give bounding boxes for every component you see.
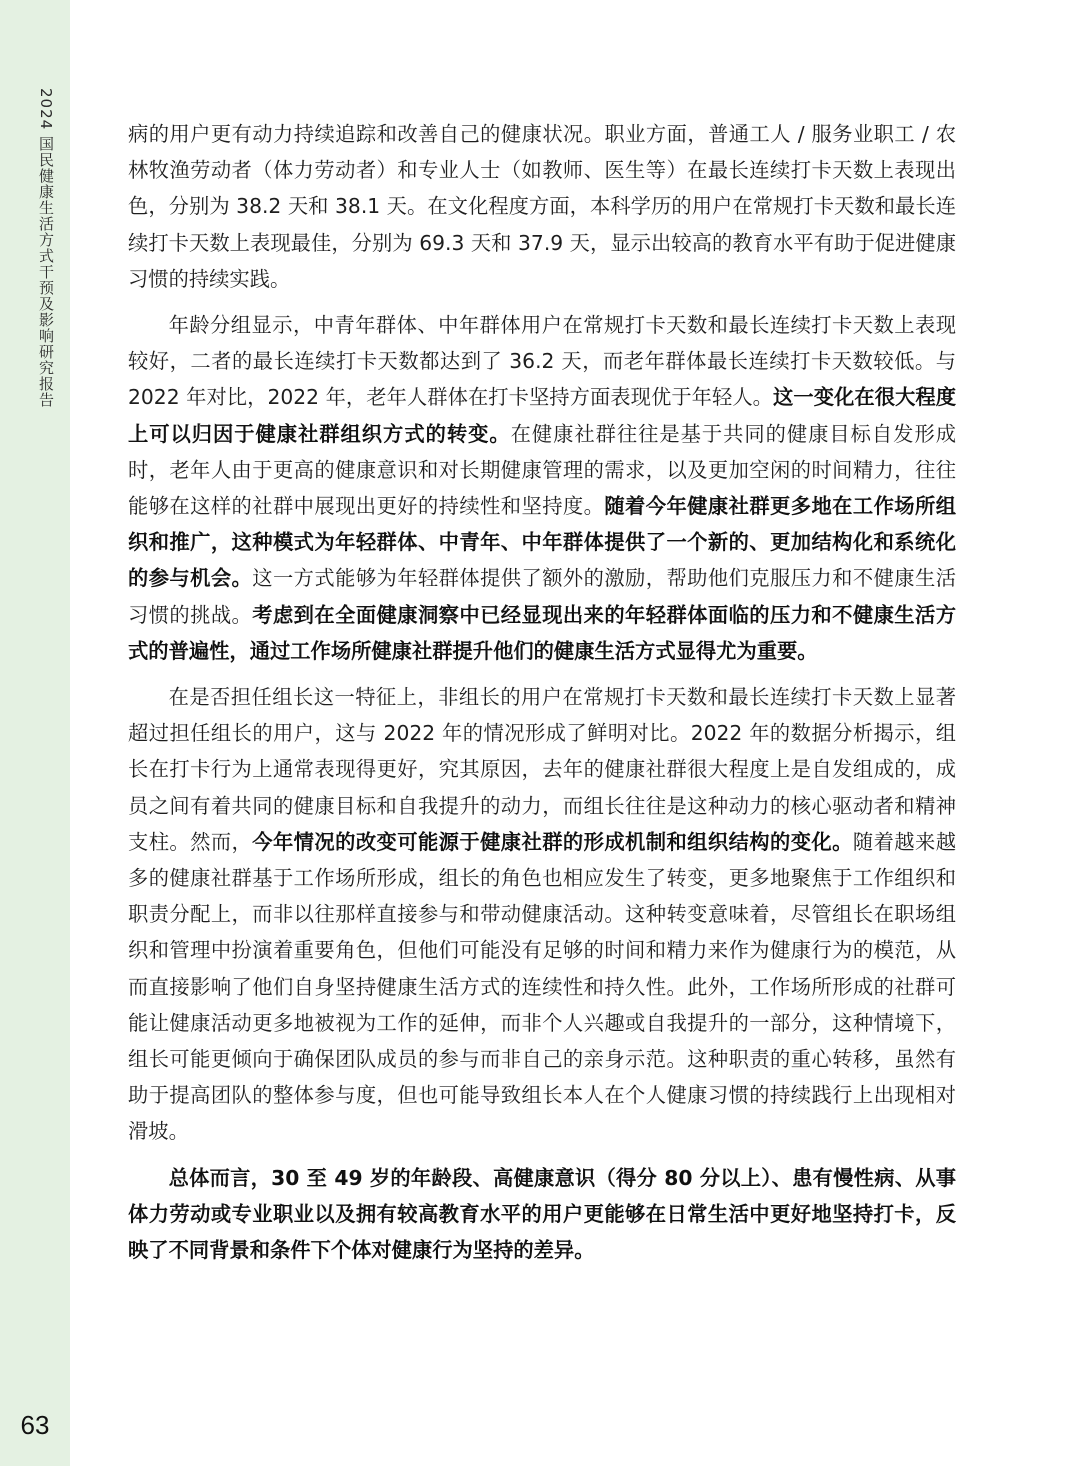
bold-text-run: 随着今年健康社群更多地在工作场所组织和推广，这种模式为年轻群体、中青年、中年群体提供了一个新的、更加结构化和系统化的参与机会。 xyxy=(128,494,956,591)
paragraph xyxy=(128,116,956,297)
text-run: 这一方式能够为年轻群体提供了额外的激励，帮助他们克服压力和不健康生活习惯的挑战。 xyxy=(128,566,956,627)
body-text xyxy=(128,116,956,1278)
bold-text-run: 这一变化在很大程度上可以归因于健康社群组织方式的转变。 xyxy=(128,385,956,446)
bold-text-run: 总体而言，30 至 49 岁的年龄段、高健康意识（得分 80 分以上）、患有慢性病、从事体力劳动或专业职业以及拥有较高教育水平的用户更能够在日常生活中更好地坚持打卡，反映了不同背景和条件下个体对健康行为坚持的差异。 xyxy=(128,1165,956,1263)
paragraph xyxy=(128,679,956,1150)
paragraph xyxy=(128,307,956,669)
text-run: 随着越来越多的健康社群基于工作场所形成，组长的角色也相应发生了转变，更多地聚焦于工作组织和职责分配上，而非以往那样直接参与和带动健康活动。这种转变意味着，尽管组长在职场组织和管理中扮演着重要角色，但他们可能没有足够的时间和精力来作为健康行为的模范，从而直接影响了他们自身坚持健康生活方式的连续性和持久性。此外，工作场所形成的社群可能让健康活动更多地被视为工作的延伸，而非个人兴趣或自我提升的一部分，这种情境下，组长可能更倾向于确保团队成员的参与而非自己的亲身示范。这种职责的重心转移，虽然有助于提高团队的整体参与度，但也可能导致组长本人在个人健康习惯的持续践行上出现相对滑坡。 xyxy=(128,829,956,1144)
sidebar xyxy=(0,0,70,1466)
text-run: 在是否担任组长这一特征上，非组长的用户在常规打卡天数和最长连续打卡天数上显著超过担任组长的用户，这与 2022 年的情况形成了鲜明对比。2022 年的数据分析揭示，组长在打卡行为上通常表现得更好，究其原因，去年的健康社群很大程度上是自发组成的，成员之间有着共同的健康目标和自我提升的动力，而组长往往是这种动力的核心驱动者和精神支柱。然而， xyxy=(128,685,956,854)
bold-text-run: 考虑到在全面健康洞察中已经显现出来的年轻群体面临的压力和不健康生活方式的普遍性，通过工作场所健康社群提升他们的健康生活方式显得尤为重要。 xyxy=(128,602,956,663)
text-run: 年龄分组显示，中青年群体、中年群体用户在常规打卡天数和最长连续打卡天数上表现较好，二者的最长连续打卡天数都达到了 36.2 天，而老年群体最长连续打卡天数较低。与 2022 年对比，2022 年，老年人群体在打卡坚持方面表现优于年轻人。 xyxy=(128,313,956,410)
report-title: 2024 国民健康生活方式干预及影响研究报告 xyxy=(37,88,55,408)
bold-text-run: 今年情况的改变可能源于健康社群的形成机制和组织结构的变化。 xyxy=(252,829,853,854)
text-run: 在健康社群往往是基于共同的健康目标自发形成时，老年人由于更高的健康意识和对长期健康管理的需求，以及更加空闲的时间精力，往往能够在这样的社群中展现出更好的持续性和坚持度。 xyxy=(128,421,956,519)
page-number: 63 xyxy=(20,1410,50,1440)
paragraph xyxy=(128,1160,956,1269)
text-run: 病的用户更有动力持续追踪和改善自己的健康状况。职业方面，普通工人 / 服务业职工 / 农林牧渔劳动者（体力劳动者）和专业人士（如教师、医生等）在最长连续打卡天数上表现出色，分别为 38.2 天和 38.1 天。在文化程度方面，本科学历的用户在常规打卡天数和最长连续打卡天数上表现最佳，分别为 69.3 天和 37.9 天，显示出较高的教育水平有助于促进健康习惯的持续实践。 xyxy=(128,122,956,291)
